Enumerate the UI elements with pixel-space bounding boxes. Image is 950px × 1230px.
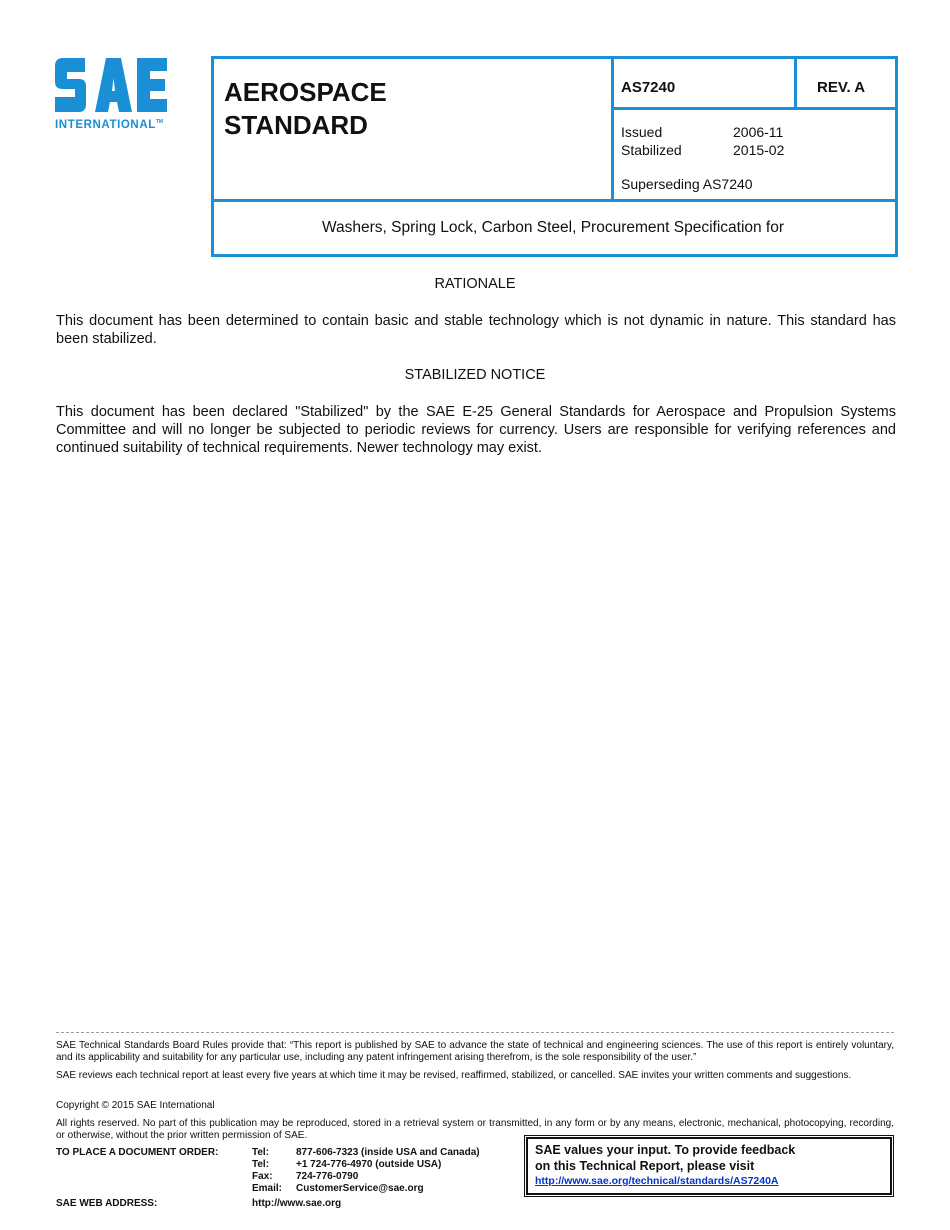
footer-divider xyxy=(56,1032,894,1033)
review-policy-text: SAE reviews each technical report at least every five years at which time it may be revised, reaffirmed, stabilized, or cancelled. SAE invites your written comments and suggestions. xyxy=(56,1070,852,1081)
email-link[interactable]: CustomerService@sae.org xyxy=(296,1183,424,1194)
stabilized-notice-heading: STABILIZED NOTICE xyxy=(404,367,546,383)
superseding-note: Superseding AS7240 xyxy=(621,176,753,192)
order-label: TO PLACE A DOCUMENT ORDER: xyxy=(56,1147,219,1158)
logo-wordmark: INTERNATIONAL™ xyxy=(55,119,164,131)
feedback-link[interactable]: http://www.sae.org/technical/standards/AS7240A xyxy=(535,1175,779,1187)
web-address-link[interactable]: http://www.sae.org xyxy=(252,1198,342,1209)
feedback-text: SAE values your input. To provide feedback on this Technical Report, please visit xyxy=(535,1143,796,1173)
header-divider-vertical xyxy=(794,56,797,109)
copyright-text: Copyright © 2015 SAE International xyxy=(56,1100,215,1111)
web-address-label: SAE WEB ADDRESS: xyxy=(56,1198,158,1209)
standard-type: AEROSPACE STANDARD xyxy=(224,77,387,140)
revision-label: REV. A xyxy=(817,79,866,96)
stabilized-notice-text: This document has been declared "Stabilized" by the SAE E-25 General Standards for Aerospace and Propulsion Systems Committee and will no longer be subjected to periodic reviews for currency. Users are responsible for verifying references and continued suitability of technical requirements. Newer technology may exist. xyxy=(56,404,896,456)
board-rules-text: SAE Technical Standards Board Rules provide that: “This report is published by SAE to advance the state of technical and engineering sciences. The use of this report is entirely voluntary, and its applicability and suitability for any particular use, including any patent infringement arising therefrom, is the sole responsibility of the user.” xyxy=(56,1040,894,1063)
rationale-text: This document has been determined to contain basic and stable technology which is not dynamic in nature. This standard has been stabilized. xyxy=(56,313,896,347)
rights-text: All rights reserved. No part of this publication may be reproduced, stored in a retrieval system or transmitted, in any form or by any means, electronic, mechanical, photocopying, recording, or otherwise, without the prior written permission of SAE. xyxy=(56,1118,894,1141)
document-title: Washers, Spring Lock, Carbon Steel, Procurement Specification for xyxy=(321,219,785,236)
rationale-heading: RATIONALE xyxy=(434,276,516,292)
header-divider-horizontal xyxy=(211,199,895,202)
order-contacts: Tel: 877-606-7323 (inside USA and Canada) Tel: +1 724-776-4970 (outside USA) Fax: 724-776-0790 Email: CustomerService@sae.org xyxy=(252,1147,480,1194)
header-divider-vertical xyxy=(611,56,614,202)
document-dates: Issued 2006-11 Stabilized 2015-02 xyxy=(621,124,785,158)
header-divider-horizontal xyxy=(611,107,895,110)
document-number: AS7240 xyxy=(621,79,676,96)
